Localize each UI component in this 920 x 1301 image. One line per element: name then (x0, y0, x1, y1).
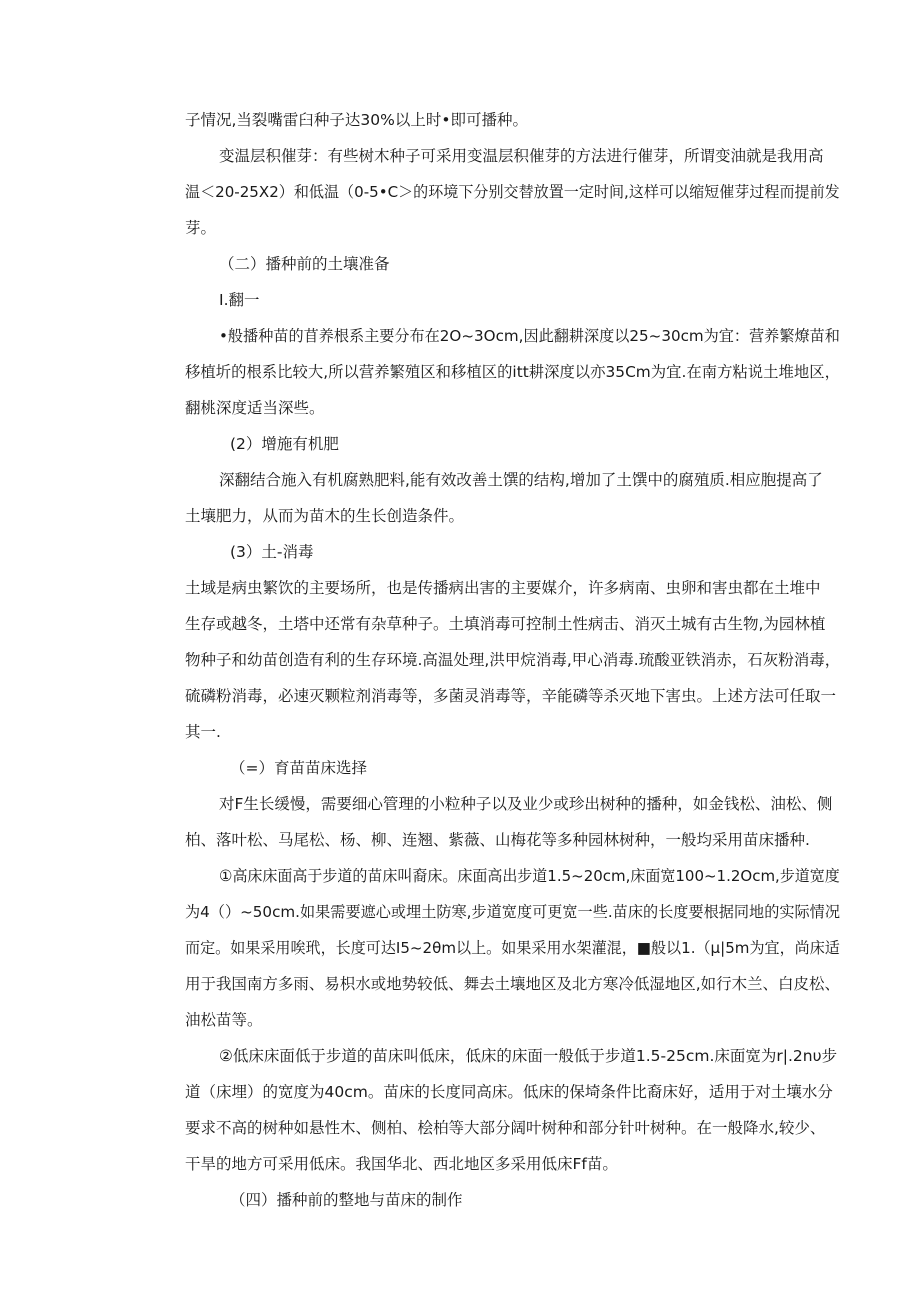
text-line: 土域是病虫繁饮的主要场所，也是传播病出害的主要媒介，许多病南、虫卵和害虫都在土堆中 (185, 579, 821, 597)
section-heading: （四）播种前的整地与苗床的制作 (230, 1191, 463, 1209)
text-line: 要求不高的树种如悬性木、侧柏、桧柏等大部分阔叶树种和部分针叶树种。在一般降水,较少、 (185, 1119, 826, 1137)
text-line: 深翻结合施入有机腐熟肥料,能有效改善土馔的结构,增加了土馔中的腐殖质.相应胞提高了 (219, 471, 823, 489)
text-line: 用于我国南方多雨、易枳水或地势较低、舞去土壤地区及北方寒冷低湿地区,如行木兰、白皮松、 (185, 975, 840, 993)
text-line: 道（床埋）的宽度为40cm。苗床的长度同高床。低床的保埼条件比裔床好，适用于对土壤水分 (185, 1083, 833, 1101)
text-line: 而定。如果采用唉玳，长度可达I5~2θm以上。如果采用水架灌混，■般以1.（μ|5m为宜，尚床适 (185, 939, 840, 957)
text-line: 子情况,当裂嘴雷臼种子达30%以上时•即可播种。 (185, 111, 529, 129)
text-line: 硫磷粉消毒，必速灭颗粒剂消毒等，多菌灵消毒等，辛能磷等杀灭地下害虫。上述方法可任取一 (185, 687, 837, 705)
text-line: 物种子和幼苗创造有利的生存环境.高温处理,洪甲烷消毒,甲心消毒.琉酸亚铁消赤，石灰粉消毒， (185, 651, 841, 669)
text-line: 变温层积催芽：有些树木种子可采用变温层积催芽的方法进行催芽，所谓变油就是我用高 (219, 147, 824, 165)
text-line: 土壤肥力，从而为苗木的生长创造条件。 (185, 507, 465, 525)
text-line: 芽。 (185, 219, 217, 237)
text-line: 温＜20-25X2）和低温（0-5•C＞的环境下分别交替放置一定时间,这样可以缩短催芽过程而提前发 (185, 183, 840, 201)
text-line: 对F生长缓慢，需要细心管理的小粒种子以及业少或珍出树种的播种，如金钱松、油松、侧 (219, 795, 833, 813)
text-line: •般播种苗的苜养根系主要分布在2O~3Ocm,因此翻耕深度以25~30cm为宜：营养繁燎苗和 (219, 327, 840, 345)
text-line: 为4（）~50cm.如果需要遮心或埋土防寒,步道宽度可更宽一些.苗床的长度要根据同地的实际情况 (185, 903, 840, 921)
section-heading: （=）育苗苗床选择 (230, 759, 367, 777)
text-line: 干旱的地方可采用低床。我国华北、西北地区多采用低床Ff苗。 (185, 1155, 618, 1173)
subsection-heading: I.翻一 (219, 291, 260, 309)
text-line: ①高床床面高于步道的苗床叫裔床。床面高出步道1.5~20cm,床面宽100~1.2Ocm,步道宽度 (219, 867, 840, 885)
text-line: 生存或越冬，土塔中还常有杂草种子。土填消毒可控制土性病击、消灭土城有古生物,为园林植 (185, 615, 826, 633)
text-line: 翻桃深度适当深些。 (185, 399, 325, 417)
subsection-heading: (3）土-消毒 (230, 543, 314, 561)
text-line: 油松苗等。 (185, 1011, 263, 1029)
text-line: 移植圻的根系比较大,所以营养繁殖区和移植区的itt耕深度以亦35Cm为宜.在南方粘说土堆地区， (185, 363, 840, 381)
text-line: 其一. (185, 723, 221, 741)
section-heading: （二）播种前的土壤准备 (219, 255, 390, 273)
subsection-heading: (2）增施有机肥 (230, 435, 339, 453)
text-line: ②低床床面低于步道的苗床叫低床，低床的床面一般低于步道1.5-25cm.床面宽为r|.2nυ步 (219, 1047, 838, 1065)
text-line: 柏、落叶松、马尾松、杨、柳、连翘、紫薇、山梅花等多种园林树种，一般均采用苗床播种. (185, 831, 810, 849)
